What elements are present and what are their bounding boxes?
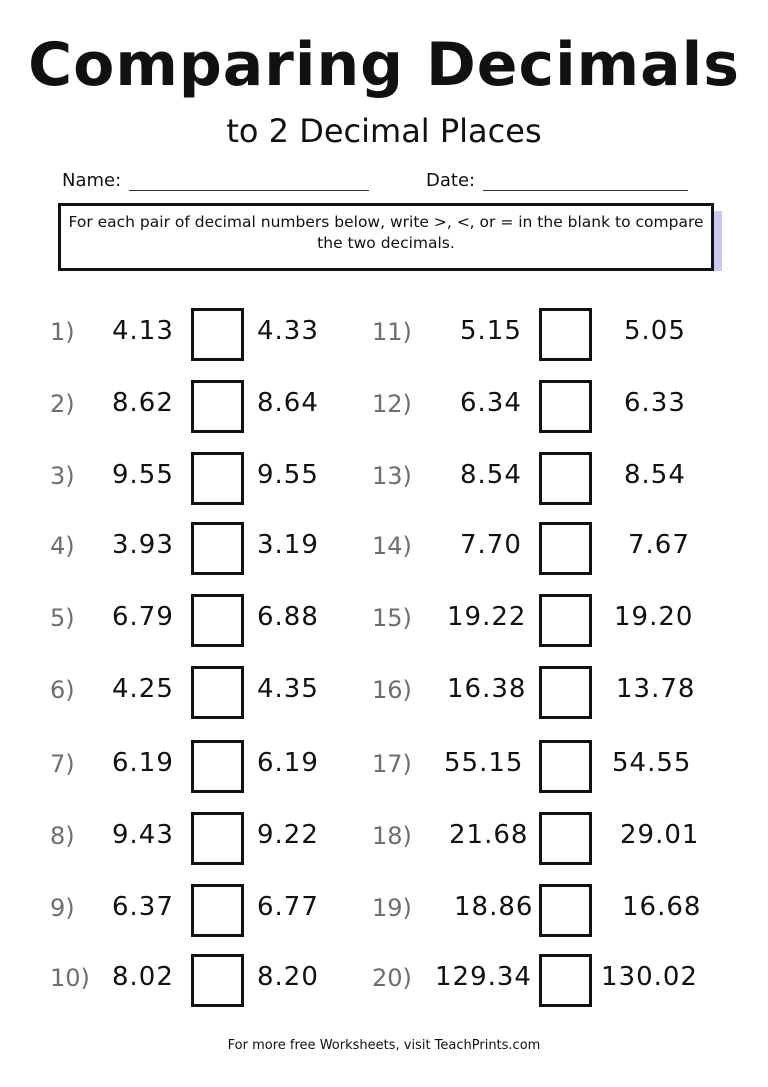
answer-box[interactable] xyxy=(539,308,592,361)
left-decimal: 6.19 xyxy=(112,748,174,778)
answer-box[interactable] xyxy=(191,594,244,647)
answer-box[interactable] xyxy=(539,884,592,937)
question-item xyxy=(50,452,350,502)
answer-box[interactable] xyxy=(191,812,244,865)
question-number: 12) xyxy=(372,390,412,418)
left-decimal: 7.70 xyxy=(460,530,522,560)
left-decimal: 55.15 xyxy=(444,748,524,778)
question-number: 13) xyxy=(372,462,412,490)
question-number: 14) xyxy=(372,532,412,560)
question-number: 4) xyxy=(50,532,75,560)
left-decimal: 3.93 xyxy=(112,530,174,560)
answer-box[interactable] xyxy=(539,666,592,719)
right-decimal: 6.77 xyxy=(257,892,319,922)
answer-box[interactable] xyxy=(539,380,592,433)
question-item xyxy=(372,594,712,644)
right-decimal: 54.55 xyxy=(612,748,692,778)
question-number: 2) xyxy=(50,390,75,418)
question-item xyxy=(372,380,712,430)
question-item xyxy=(50,812,350,862)
left-decimal: 6.37 xyxy=(112,892,174,922)
footer-note: For more free Worksheets, visit TeachPrints.com xyxy=(227,1038,541,1053)
answer-box[interactable] xyxy=(539,452,592,505)
question-item xyxy=(372,740,712,790)
right-decimal: 3.19 xyxy=(257,530,319,560)
question-item xyxy=(372,308,712,358)
question-number: 8) xyxy=(50,822,75,850)
right-decimal: 6.88 xyxy=(257,602,319,632)
left-decimal: 5.15 xyxy=(460,316,522,346)
left-decimal: 21.68 xyxy=(449,820,529,850)
question-item xyxy=(372,884,712,934)
right-decimal: 4.33 xyxy=(257,316,319,346)
name-label: Name: xyxy=(62,170,122,191)
worksheet-subtitle: to 2 Decimal Places xyxy=(226,112,542,150)
date-label: Date: xyxy=(426,170,476,191)
right-decimal: 8.54 xyxy=(624,460,686,490)
question-number: 7) xyxy=(50,750,75,778)
right-decimal: 13.78 xyxy=(616,674,696,704)
right-decimal: 4.35 xyxy=(257,674,319,704)
question-number: 17) xyxy=(372,750,412,778)
question-item xyxy=(372,812,712,862)
question-item xyxy=(372,954,712,1004)
question-item xyxy=(50,308,350,358)
right-decimal: 9.22 xyxy=(257,820,319,850)
left-decimal: 8.02 xyxy=(112,962,174,992)
question-item xyxy=(50,884,350,934)
right-decimal: 6.19 xyxy=(257,748,319,778)
left-decimal: 6.34 xyxy=(460,388,522,418)
question-number: 18) xyxy=(372,822,412,850)
answer-box[interactable] xyxy=(191,884,244,937)
answer-box[interactable] xyxy=(539,594,592,647)
question-number: 10) xyxy=(50,964,90,992)
answer-box[interactable] xyxy=(191,740,244,793)
question-number: 9) xyxy=(50,894,75,922)
question-number: 6) xyxy=(50,676,75,704)
answer-box[interactable] xyxy=(191,452,244,505)
question-number: 15) xyxy=(372,604,412,632)
right-decimal: 130.02 xyxy=(601,962,698,992)
answer-box[interactable] xyxy=(539,740,592,793)
right-decimal: 19.20 xyxy=(614,602,694,632)
right-decimal: 16.68 xyxy=(622,892,702,922)
left-decimal: 6.79 xyxy=(112,602,174,632)
answer-box[interactable] xyxy=(191,308,244,361)
right-decimal: 5.05 xyxy=(624,316,686,346)
worksheet-title: Comparing Decimals xyxy=(28,30,740,100)
answer-box[interactable] xyxy=(539,522,592,575)
answer-box[interactable] xyxy=(191,380,244,433)
question-item xyxy=(372,522,712,572)
right-decimal: 8.64 xyxy=(257,388,319,418)
answer-box[interactable] xyxy=(191,522,244,575)
date-line[interactable] xyxy=(483,172,688,191)
left-decimal: 8.54 xyxy=(460,460,522,490)
left-decimal: 9.55 xyxy=(112,460,174,490)
answer-box[interactable] xyxy=(191,954,244,1007)
question-number: 5) xyxy=(50,604,75,632)
left-decimal: 18.86 xyxy=(454,892,534,922)
right-decimal: 29.01 xyxy=(620,820,700,850)
right-decimal: 6.33 xyxy=(624,388,686,418)
question-item xyxy=(50,740,350,790)
instructions-box: For each pair of decimal numbers below, write >, <, or = in the blank to compare the two decimals. xyxy=(58,203,714,271)
question-number: 3) xyxy=(50,462,75,490)
question-item xyxy=(50,954,350,1004)
question-number: 11) xyxy=(372,318,412,346)
question-number: 16) xyxy=(372,676,412,704)
left-decimal: 4.25 xyxy=(112,674,174,704)
left-decimal: 129.34 xyxy=(435,962,532,992)
date-field[interactable] xyxy=(426,170,688,191)
left-decimal: 9.43 xyxy=(112,820,174,850)
question-number: 20) xyxy=(372,964,412,992)
left-decimal: 4.13 xyxy=(112,316,174,346)
answer-box[interactable] xyxy=(191,666,244,719)
left-decimal: 19.22 xyxy=(447,602,527,632)
answer-box[interactable] xyxy=(539,812,592,865)
question-item xyxy=(372,666,712,716)
name-field[interactable] xyxy=(62,170,369,191)
question-number: 19) xyxy=(372,894,412,922)
right-decimal: 9.55 xyxy=(257,460,319,490)
left-decimal: 16.38 xyxy=(447,674,527,704)
question-item xyxy=(50,594,350,644)
question-item xyxy=(372,452,712,502)
answer-box[interactable] xyxy=(539,954,592,1007)
right-decimal: 7.67 xyxy=(628,530,690,560)
name-line[interactable] xyxy=(129,172,369,191)
question-item xyxy=(50,666,350,716)
right-decimal: 8.20 xyxy=(257,962,319,992)
left-decimal: 8.62 xyxy=(112,388,174,418)
question-item xyxy=(50,380,350,430)
question-number: 1) xyxy=(50,318,75,346)
question-item xyxy=(50,522,350,572)
